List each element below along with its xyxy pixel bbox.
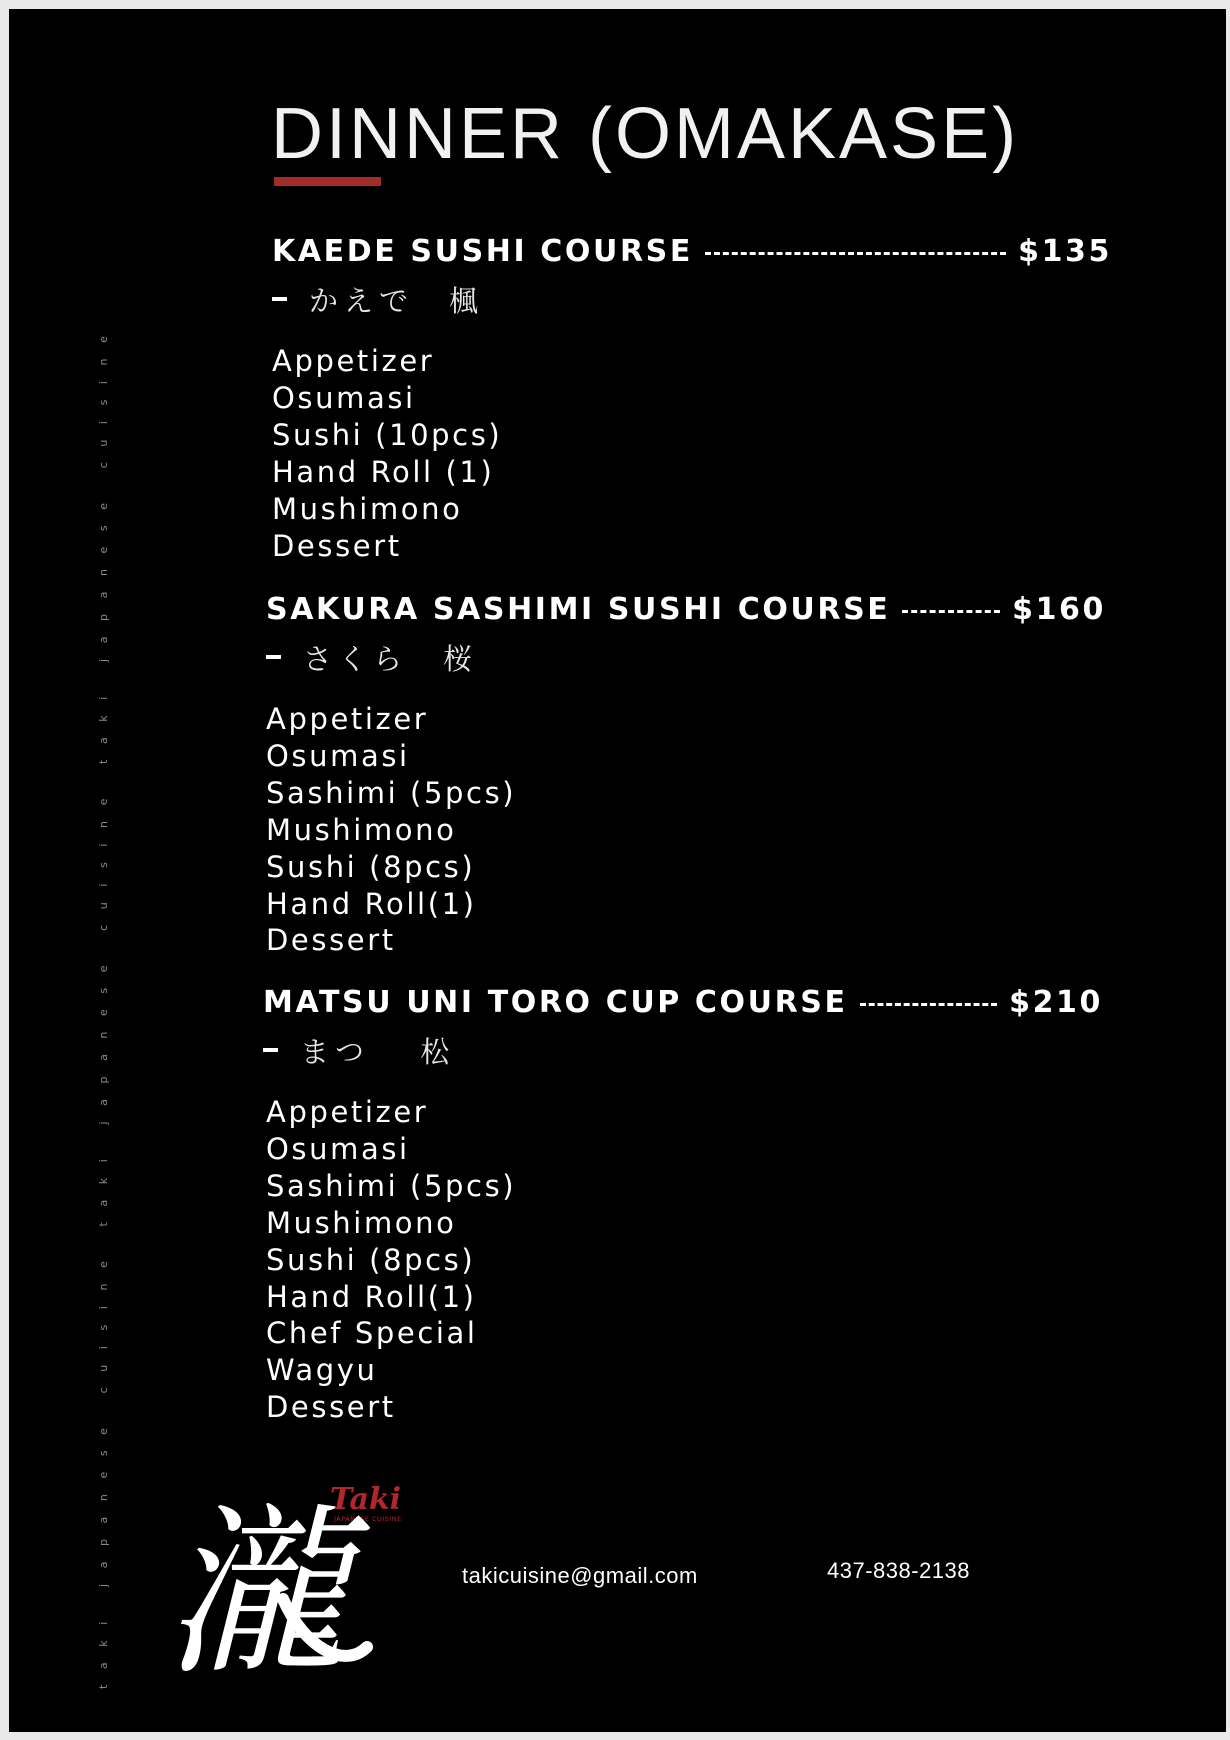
course-japanese-name <box>266 635 1106 679</box>
list-item: Sashimi (5pcs) <box>266 1168 517 1203</box>
japanese-text: さくら 桜 <box>303 641 479 676</box>
title-underline <box>274 177 381 186</box>
vertical-side-text: taki japanese cuisine taki japanese cuisine taki japanese cuisine <box>97 320 110 1689</box>
list-item: Hand Roll(1) <box>266 1279 477 1314</box>
list-item: Wagyu <box>266 1353 378 1388</box>
list-item: Dessert <box>266 1390 396 1425</box>
dotted-leader <box>860 1003 997 1006</box>
list-item: Osumasi <box>266 1131 410 1166</box>
dotted-leader <box>902 610 1000 613</box>
course-matsu <box>263 984 1103 1426</box>
dash-mark <box>272 297 287 301</box>
course-name: KAEDE SUSHI COURSE <box>272 233 693 269</box>
list-item: Osumasi <box>272 380 416 415</box>
course-item-list <box>266 1094 1103 1426</box>
taki-calligraphy-logo-icon <box>164 1479 405 1700</box>
dotted-leader <box>705 252 1006 255</box>
list-item: Appetizer <box>266 702 429 736</box>
course-kaede <box>272 233 1112 564</box>
list-item: Mushimono <box>266 812 457 847</box>
course-price: $160 <box>1012 591 1106 627</box>
course-name: SAKURA SASHIMI SUSHI COURSE <box>266 591 891 627</box>
list-item: Dessert <box>266 923 396 958</box>
course-header <box>266 591 1106 627</box>
dash-mark <box>266 655 281 659</box>
course-item-list <box>272 343 1112 564</box>
list-item: Sushi (10pcs) <box>272 417 503 452</box>
logo-kanji: 瀧 <box>164 1488 346 1700</box>
course-japanese-name <box>263 1028 1103 1072</box>
list-item: Hand Roll (1) <box>272 454 495 489</box>
list-item: Dessert <box>272 528 402 563</box>
course-price: $210 <box>1009 984 1103 1020</box>
contact-email: takicuisine@gmail.com <box>462 1563 698 1588</box>
course-japanese-name <box>272 277 1112 321</box>
list-item: Mushimono <box>266 1205 457 1240</box>
list-item: Mushimono <box>272 491 463 526</box>
list-item: Chef Special <box>266 1316 478 1351</box>
contact-phone: 437-838-2138 <box>827 1558 971 1583</box>
course-header <box>263 984 1103 1020</box>
list-item: Sashimi (5pcs) <box>266 775 517 810</box>
dash-mark <box>263 1048 278 1052</box>
menu-page <box>9 9 1226 1732</box>
japanese-text: かえで 楓 <box>309 283 485 318</box>
japanese-text: まつ 松 <box>300 1034 456 1069</box>
list-item: Appetizer <box>266 1095 429 1129</box>
list-item: Osumasi <box>266 738 410 773</box>
list-item: Appetizer <box>272 344 435 378</box>
course-header <box>272 233 1112 269</box>
logo-tagline: JAPANESE CUISINE <box>334 1515 402 1523</box>
list-item: Sushi (8pcs) <box>266 849 476 884</box>
course-item-list <box>266 701 1106 959</box>
page-title: DINNER (OMAKASE) <box>271 94 1020 174</box>
logo-wordmark: Taki <box>330 1482 402 1517</box>
course-name: MATSU UNI TORO CUP COURSE <box>263 984 848 1020</box>
course-price: $135 <box>1018 233 1112 269</box>
course-sakura <box>266 591 1106 959</box>
list-item: Sushi (8pcs) <box>266 1242 476 1277</box>
list-item: Hand Roll(1) <box>266 886 477 921</box>
